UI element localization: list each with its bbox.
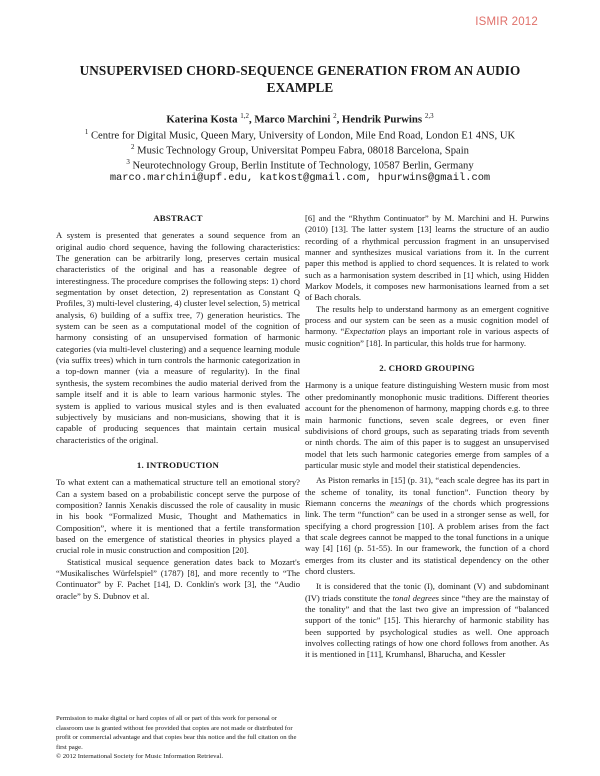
affiliation-mark: 2 [131, 143, 135, 151]
right-column [305, 213, 549, 661]
affiliation-mark: 3 [126, 158, 130, 166]
text-run: As Piston remarks in [15] (p. 31), “each scale degree has its part in the scheme of tonality, its tonal function”. Function theory by Riemann concerns the [305, 475, 549, 508]
affiliation-text: Neurotechnology Group, Berlin Institute of Technology, 10587 Berlin, Germany [132, 160, 474, 172]
emphasis: tonal degrees [392, 592, 439, 603]
abstract-text: A system is presented that generates a sound sequence from an original audio chord sequence, having the following characteristics: The generation can be arbitrarily long, preserves certain musical characteristics of the original and has a reasonable degree of interestingness. The procedure comprises the following steps: 1) chord segmentation by onset detection, 2) representation as Constant Q Profiles, 3) multi-level clustering, 4) cluster level selection, 5) metrical analysis, 6) building of a suffix tree, 7) generation heuristics. The system can be seen as a computational model of the cognition of harmony consisting of an unsupervised formation of harmonic categories (via multi-level clustering) and a sequence learning module (via suffix trees) which in turn controls the harmonic categorization in a top-down manner (via a measure of regularity). In the final synthesis, the system recombines the audio material derived from the sample itself and it is able to learn various harmonic styles. The system is applied to various musical styles and is then evaluated subjectively by musicians and non-musicians, showing that it is capable of producing sequences that maintain certain musical characteristics of the original. [56, 230, 300, 445]
copyright-notice: © 2012 International Society for Music Information Retrieval. [56, 753, 224, 761]
intro-continued-paragraph [305, 304, 549, 349]
affiliation-text: Music Technology Group, Universitat Pompeu Fabra, 08018 Barcelona, Spain [137, 145, 469, 157]
copyright-footnote [56, 714, 300, 762]
affiliation [30, 156, 570, 173]
emphasis: meanings [389, 497, 423, 508]
affiliation-text: Centre for Digital Music, Queen Mary, University of London, Mile End Road, London E1 4NS, UK [90, 130, 516, 142]
emphasis: Expectation [344, 326, 386, 337]
text-run: of the chords which progressions link. The term “function” can be used in a stronger sense as well, for specifying a chord progression [10]. A problem arises from the fact that scale degrees cannot be mapped to the tonal functions in a unique way [4] [16] (p. 51-55). In our framework, the function of a chord emerges from its cluster and its statistical dependency on the other chord clusters. [305, 497, 549, 576]
author-list: Katerina Kosta $^{1,2}$, Marco Marchini $^2$, Hendrik Purwins $^{2,3}$ [166, 112, 434, 126]
left-column [56, 213, 300, 602]
affiliation-mark: 1 [84, 128, 89, 136]
author-affil-mark: 2 [333, 112, 337, 120]
title-line-2: EXAMPLE [266, 80, 334, 95]
intro-continued-paragraph: [6] and the “Rhythm Continuator” by M. Marchini and H. Purwins (2010) [13]. The latter system [13] learns the structure of an audio recording of a rhythmical percussion fragment in an unsupervised manner and synthesizes musical variations from it. In the current paper this method is applied to chord sequences. It is related to work such as a harmonisation system described in [1] which, using Hidden Markov Models, it composes new harmonisations learned from a set of Bach chorals. [305, 213, 549, 303]
chord-grouping-heading: 2. CHORD GROUPING [379, 363, 475, 374]
chord-grouping-paragraph [305, 475, 549, 577]
author-emails: marco.marchini@upf.edu, katkost@gmail.com, hpurwins@gmail.com [109, 172, 491, 184]
text-run: It is considered that the tonic (I), dominant (V) and subdominant (IV) triads constitute the [305, 581, 549, 603]
author-name: Katerina Kosta [166, 113, 238, 126]
abstract-heading: ABSTRACT [153, 213, 203, 223]
author-name: Hendrik Purwins [342, 113, 423, 126]
author-name: Marco Marchini [254, 113, 331, 126]
intro-paragraph: To what extent can a mathematical structure tell an emotional story? Can a system based on a probabilistic concept serve the purpose of composition? Iannis Xenakis discussed the role of causality in music in his book “Formalized Music, Thought and Mathematics in Composition”, where it is mentioned that a fertile transformation based on the emergence of statistical theories in physics played a crucial role in music construction and composition [20]. [56, 477, 300, 556]
venue-header: ISMIR 2012 [475, 16, 538, 28]
text-run: since “they are the mainstay of the tonality” and that the last two give an impression of “balanced support of the tonic” [15]. This hierarchy of harmonic stability has been supported by psychological studies as well. One approach involves collecting ratings of how one chord follows from another. As it is mentioned in [11], Krumhansl, Bharucha, and Kessler [305, 592, 549, 660]
chord-grouping-paragraph: Harmony is a unique feature distinguishing Western music from most other predominantly monophonic music traditions. Different theories account for the phenomenon of harmony, mapping chords e.g. to three main harmonic functions, seven scale degrees, or even finer subdivisions of chord groups, such as separating triads from seventh or ninth chords. The aim of this paper is to suggest an unsupervised model that lets such harmonic categories emerge from samples of a particular music style and model their statistical dependencies. [305, 380, 549, 470]
text-run: plays an important role in various aspects of music cognition” [18]. In particular, this holds true for harmony. [305, 326, 550, 348]
paper-title [50, 62, 550, 96]
chord-grouping-paragraph [305, 581, 549, 660]
title-line-1: UNSUPERVISED CHORD-SEQUENCE GENERATION FROM AN AUDIO [79, 63, 521, 78]
intro-paragraph: Statistical musical sequence generation dates back to Mozart's “Musikalisches Würfelspiel” (1787) [8], and more recently to “The Continuator” by F. Pachet [14], D. Conklin's work [3], the “Audio oracle” by S. Dubnov et al. [56, 556, 300, 601]
author-affil-mark: 1,2 [240, 112, 249, 120]
author-affil-mark: 2,3 [424, 112, 434, 120]
introduction-heading: 1. INTRODUCTION [136, 459, 220, 470]
permission-notice: Permission to make digital or hard copies of all or part of this work for personal or classroom use is granted without fee provided that copies are not made or distributed for profit or commercial advantage and that copies bear this notice and the full citation on the first page. [56, 715, 297, 751]
text-run: The results help to understand harmony as an emergent cognitive process and our system can be seen as a music cognition model of harmony. “ [305, 303, 549, 337]
